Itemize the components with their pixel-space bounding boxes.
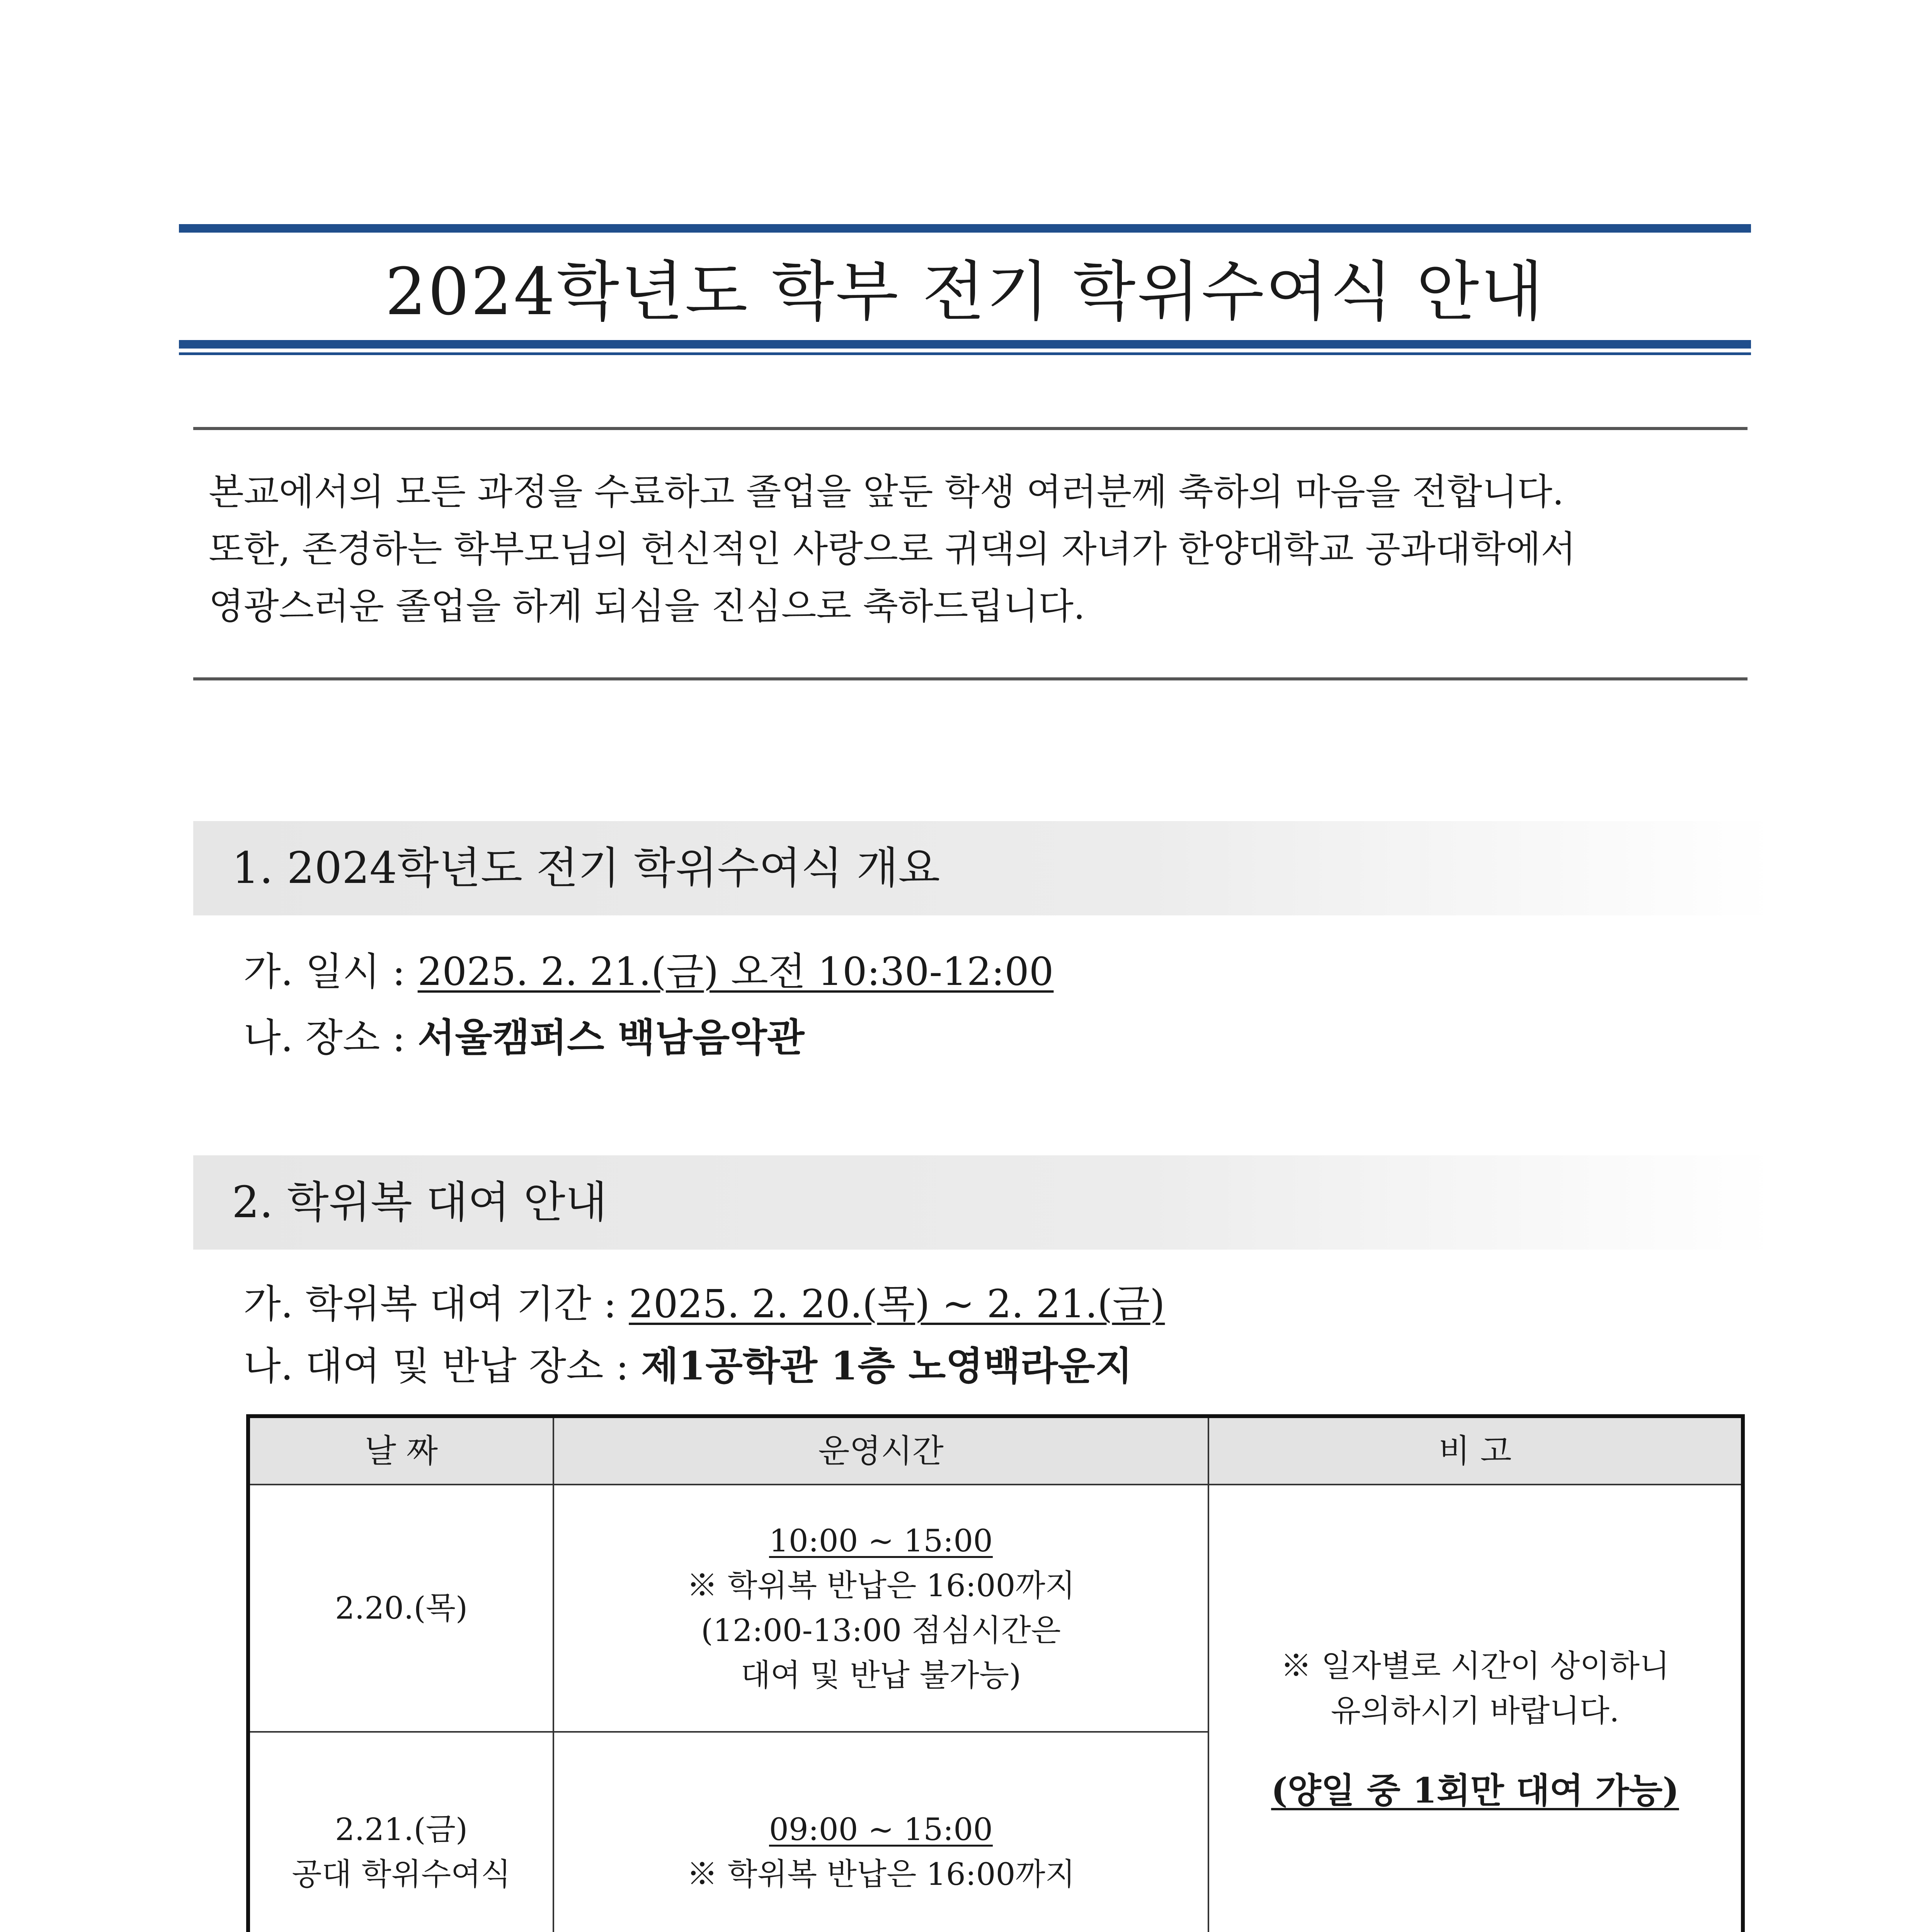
date-label: 가. 일시 : xyxy=(243,949,418,994)
page-title: 2024학년도 학부 전기 학위수여식 안내 xyxy=(385,254,1545,330)
intro-line-3: 영광스러운 졸업을 하게 되심을 진심으로 축하드립니다. xyxy=(209,585,1085,628)
row1-note-3: 대여 및 반납 불가능) xyxy=(740,1657,1021,1693)
intro-paragraph xyxy=(209,464,1731,635)
header-remarks: 비 고 xyxy=(1208,1416,1743,1485)
intro-top-rule xyxy=(193,427,1748,430)
date-value: 2025. 2. 21.(금) 오전 10:30-12:00 xyxy=(417,949,1054,994)
table-header-row xyxy=(248,1416,1743,1485)
rental-place-label: 나. 대여 및 반납 장소 : xyxy=(243,1344,642,1389)
row2-time: 09:00 ~ 15:00 xyxy=(769,1811,993,1847)
section-2-item-rental-period xyxy=(243,1275,1165,1333)
rental-period-value: 2025. 2. 20.(목) ~ 2. 21.(금) xyxy=(629,1281,1165,1327)
intro-line-1: 본교에서의 모든 과정을 수료하고 졸업을 앞둔 학생 여러분께 축하의 마음을 전합니다. xyxy=(209,471,1564,513)
section-2-item-rental-place xyxy=(243,1337,1132,1395)
header-date: 날 짜 xyxy=(248,1416,553,1485)
remarks-cell xyxy=(1208,1485,1743,1932)
remark-line-1: ※ 일자별로 시간이 상이하니 xyxy=(1280,1648,1670,1684)
row1-date: 2.20.(목) xyxy=(248,1485,553,1732)
remark-line-2: 유의하시기 바랍니다. xyxy=(1331,1693,1620,1729)
rental-schedule-table xyxy=(246,1414,1745,1932)
row1-note-2: (12:00-13:00 점심시간은 xyxy=(701,1612,1061,1648)
title-top-rule xyxy=(179,224,1751,233)
rental-period-label: 가. 학위복 대여 기간 : xyxy=(243,1281,629,1327)
title-bottom-rule xyxy=(179,340,1751,349)
section-1-item-place xyxy=(243,1009,804,1067)
intro-line-2: 또한, 존경하는 학부모님의 헌신적인 사랑으로 귀댁의 자녀가 한양대학교 공과대학에서 xyxy=(209,528,1576,570)
section-1-title: 1. 2024학년도 전기 학위수여식 개요 xyxy=(232,843,940,893)
section-1-item-date xyxy=(243,943,1054,1001)
intro-bottom-rule xyxy=(193,677,1748,680)
title-bottom-thin-rule xyxy=(179,352,1751,355)
row1-time: 10:00 ~ 15:00 xyxy=(769,1523,993,1559)
rental-place-value: 제1공학관 1층 노영백라운지 xyxy=(641,1343,1133,1389)
row2-hours xyxy=(553,1732,1208,1932)
row2-note-1: ※ 학위복 반납은 16:00까지 xyxy=(686,1856,1075,1892)
row1-hours xyxy=(553,1485,1208,1732)
table-row xyxy=(248,1485,1743,1732)
header-hours: 운영시간 xyxy=(553,1416,1208,1485)
row2-date: 2.21.(금) 공대 학위수여식 xyxy=(248,1732,553,1932)
place-label: 나. 장소 : xyxy=(243,1015,418,1060)
section-2-title: 2. 학위복 대여 안내 xyxy=(232,1177,607,1228)
remark-line-3: (양일 중 1회만 대여 가능) xyxy=(1271,1770,1679,1811)
row1-note-1: ※ 학위복 반납은 16:00까지 xyxy=(686,1568,1075,1604)
place-value: 서울캠퍼스 백남음악관 xyxy=(417,1015,805,1060)
